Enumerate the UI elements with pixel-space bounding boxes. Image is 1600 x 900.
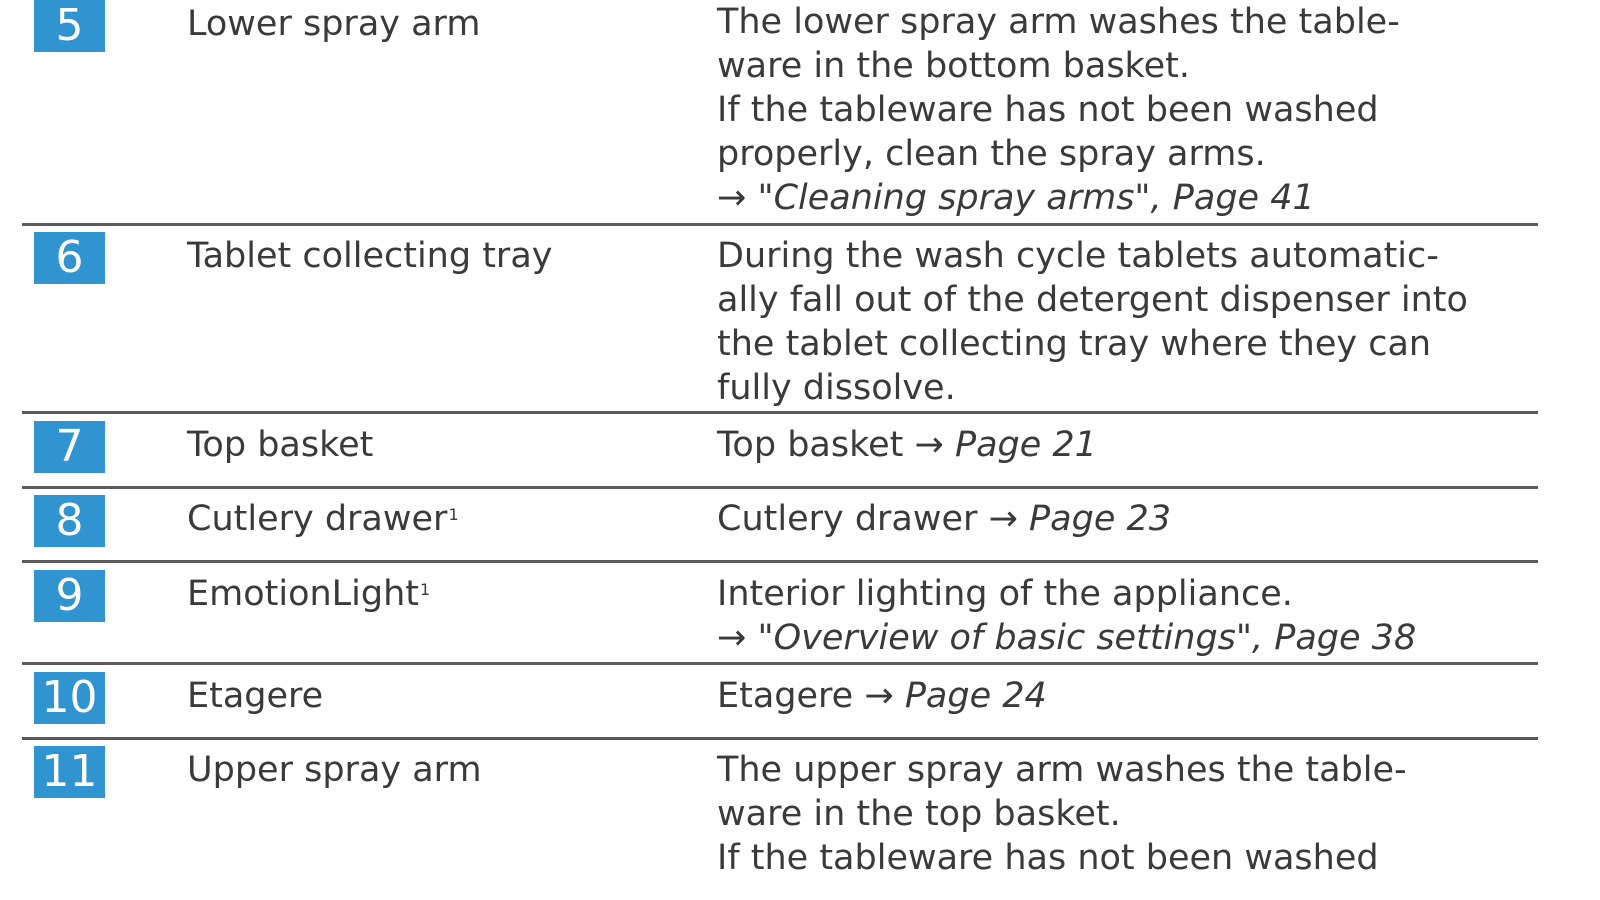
description-line: the tablet collecting tray where they can: [717, 324, 1432, 364]
arrow-right-icon: →: [988, 499, 1018, 539]
item-number-badge: 8: [34, 495, 105, 547]
part-name: Etagere: [187, 676, 324, 716]
cross-reference[interactable]: [717, 497, 1171, 541]
description-line: Interior lighting of the appliance.: [717, 574, 1293, 614]
description-line: ally fall out of the detergent dispenser into: [717, 280, 1468, 320]
description-line: If the tableware has not been washed: [717, 838, 1379, 878]
arrow-right-icon: →: [717, 618, 747, 658]
part-description: [717, 497, 1171, 541]
description-prefix: Top basket: [717, 425, 904, 465]
item-number-badge: 5: [34, 0, 105, 52]
part-description: [717, 234, 1468, 410]
item-number-badge: 11: [34, 746, 105, 798]
cross-reference-text[interactable]: Page 21: [954, 425, 1097, 465]
row-divider: [22, 662, 1538, 665]
cross-reference-text[interactable]: Page 24: [904, 676, 1047, 716]
item-number-badge: 6: [34, 232, 105, 284]
cross-reference[interactable]: [717, 176, 1400, 220]
cross-reference[interactable]: [717, 423, 1097, 467]
row-divider: [22, 560, 1538, 563]
description-line: The upper spray arm washes the table-: [717, 750, 1407, 790]
description-line: ware in the top basket.: [717, 794, 1121, 834]
part-name: Upper spray arm: [187, 750, 482, 790]
description-line: ware in the bottom basket.: [717, 46, 1190, 86]
part-description: [717, 0, 1400, 220]
part-name: Top basket: [187, 425, 374, 465]
arrow-right-icon: →: [717, 178, 747, 218]
footnote-marker: 1: [420, 580, 431, 599]
description-line: If the tableware has not been washed: [717, 90, 1379, 130]
part-description: [717, 748, 1407, 880]
part-description: [717, 423, 1097, 467]
footnote-marker: 1: [448, 505, 459, 524]
row-divider: [22, 223, 1538, 226]
description-line: fully dissolve.: [717, 368, 956, 408]
part-name-text: Cutlery drawer: [187, 499, 448, 539]
cross-reference-text[interactable]: "Cleaning spray arms", Page 41: [757, 178, 1315, 218]
description-line: During the wash cycle tablets automatic-: [717, 236, 1439, 276]
description-line: The lower spray arm washes the table-: [717, 2, 1400, 42]
cross-reference[interactable]: [717, 616, 1416, 660]
part-description: [717, 674, 1047, 718]
cross-reference-text[interactable]: "Overview of basic settings", Page 38: [757, 618, 1417, 658]
cross-reference-text[interactable]: Page 23: [1029, 499, 1172, 539]
description-line: properly, clean the spray arms.: [717, 134, 1266, 174]
item-number-badge: 9: [34, 570, 105, 622]
item-number-badge: 7: [34, 421, 105, 473]
description-prefix: Etagere: [717, 676, 854, 716]
arrow-right-icon: →: [864, 676, 894, 716]
row-divider: [22, 737, 1538, 740]
cross-reference[interactable]: [717, 674, 1047, 718]
arrow-right-icon: →: [914, 425, 944, 465]
row-divider: [22, 411, 1538, 414]
part-description: [717, 572, 1416, 660]
part-name: Tablet collecting tray: [187, 236, 553, 276]
row-divider: [22, 486, 1538, 489]
part-name: [187, 572, 430, 616]
part-name-text: EmotionLight: [187, 574, 420, 614]
item-number-badge: 10: [34, 672, 105, 724]
part-name: Lower spray arm: [187, 4, 481, 44]
part-name: [187, 497, 459, 541]
description-prefix: Cutlery drawer: [717, 499, 978, 539]
